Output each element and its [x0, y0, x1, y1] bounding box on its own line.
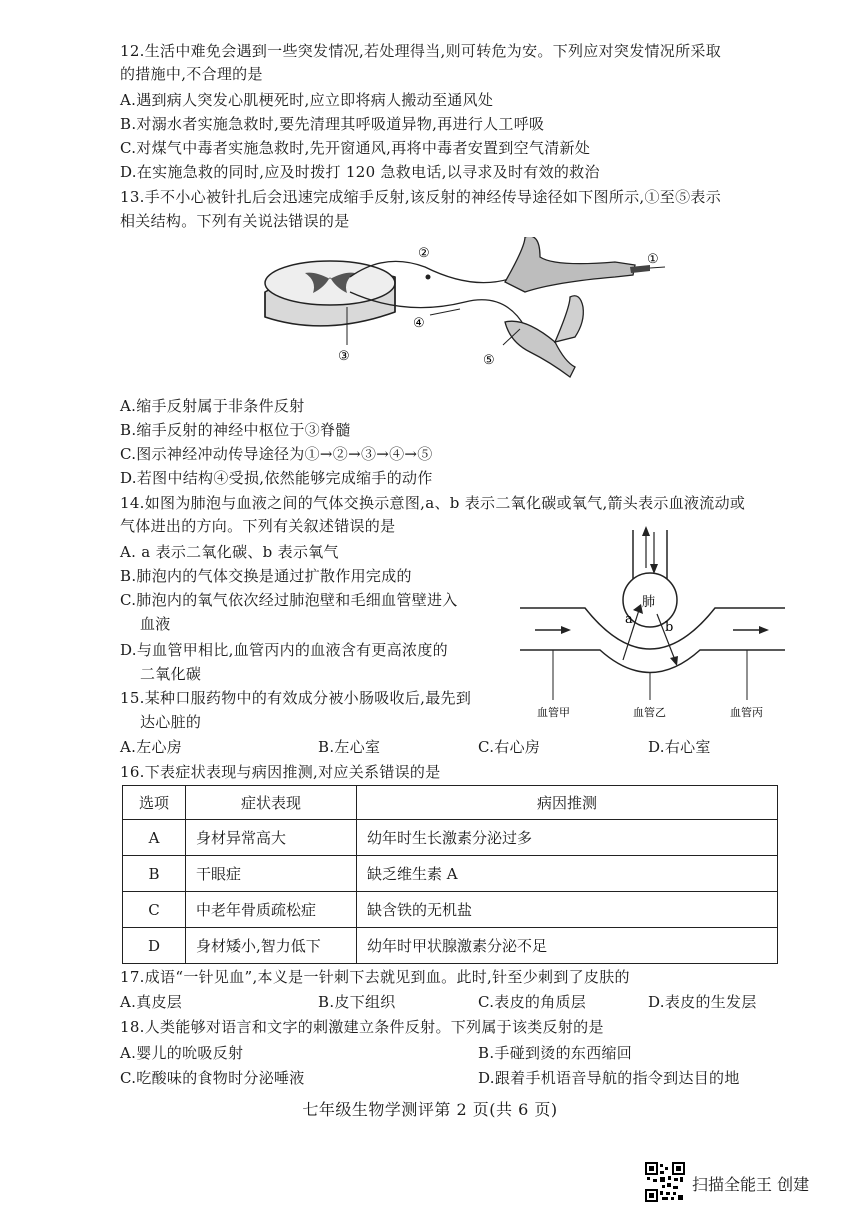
q18-option-a: A.婴儿的吮吸反射	[120, 1044, 244, 1062]
gas-exchange-figure	[515, 520, 790, 720]
table-row	[123, 892, 778, 928]
q14-stem-line2: 气体进出的方向。下列有关叙述错误的是	[120, 517, 396, 535]
q17-option-d: D.表皮的生发层	[648, 993, 757, 1011]
q15-option-b: B.左心室	[318, 738, 381, 756]
q17-option-b: B.皮下组织	[318, 993, 396, 1011]
q12-option-b: B.对溺水者实施急救时,要先清理其呼吸道异物,再进行人工呼吸	[120, 115, 545, 133]
qr-code-icon	[645, 1162, 685, 1202]
q12-stem-line2: 的措施中,不合理的是	[120, 65, 263, 83]
label-4: ④	[413, 316, 425, 331]
cell-option: D	[123, 928, 186, 964]
page-footer: 七年级生物学测评第 2 页(共 6 页)	[302, 1100, 558, 1119]
cell-cause: 缺乏维生素 A	[357, 856, 778, 892]
q17-option-c: C.表皮的角质层	[478, 993, 587, 1011]
gas-a-label: a	[625, 612, 633, 627]
vessel-3-label: 血管丙	[730, 706, 763, 719]
q13-option-a: A.缩手反射属于非条件反射	[120, 397, 305, 415]
cell-option: A	[123, 820, 186, 856]
header-cause: 病因推测	[357, 786, 778, 820]
q15-option-a: A.左心房	[120, 738, 183, 756]
reflex-arc-figure	[255, 237, 685, 387]
q14-option-a: A. a 表示二氧化碳、b 表示氧气	[120, 543, 339, 561]
q15-stem-line1: 15.某种口服药物中的有效成分被小肠吸收后,最先到	[120, 689, 472, 707]
cell-cause: 缺含铁的无机盐	[357, 892, 778, 928]
q14-option-b: B.肺泡内的气体交换是通过扩散作用完成的	[120, 567, 412, 585]
q15-stem-line2: 达心脏的	[140, 713, 202, 731]
label-5: ⑤	[483, 353, 495, 368]
cell-symptom: 身材矮小,智力低下	[186, 928, 357, 964]
table-row	[123, 856, 778, 892]
q17-stem: 17.成语“一针见血”,本义是一针刺下去就见到血。此时,针至少刺到了皮肤的	[120, 968, 630, 986]
q12-option-d: D.在实施急救的同时,应及时拨打 120 急救电话,以寻求及时有效的救治	[120, 163, 600, 181]
q18-stem: 18.人类能够对语言和文字的刺激建立条件反射。下列属于该类反射的是	[120, 1018, 604, 1036]
q15-option-d: D.右心室	[648, 738, 711, 756]
table-row	[123, 928, 778, 964]
alveolus-label: 肺	[642, 595, 656, 610]
q14-option-d: D.与血管甲相比,血管丙内的血液含有更高浓度的	[120, 641, 448, 659]
spinal-cord-slice	[265, 261, 395, 326]
q14-stem-line1: 14.如图为肺泡与血液之间的气体交换示意图,a、b 表示二氧化碳或氧气,箭头表示血液流动或	[120, 494, 746, 512]
table-row	[123, 820, 778, 856]
arm-upper	[505, 237, 635, 292]
q13-option-d: D.若图中结构④受损,依然能够完成缩手的动作	[120, 469, 433, 487]
cell-option: C	[123, 892, 186, 928]
label-3: ③	[338, 349, 350, 364]
cell-symptom: 身材异常高大	[186, 820, 357, 856]
q16-stem: 16.下表症状表现与病因推测,对应关系错误的是	[120, 763, 441, 781]
q12-option-a: A.遇到病人突发心肌梗死时,应立即将病人搬动至通风处	[120, 91, 494, 109]
header-symptom: 症状表现	[186, 786, 357, 820]
q14-option-d-cont: 二氧化碳	[140, 665, 202, 683]
q14-option-c: C.肺泡内的氧气依次经过肺泡壁和毛细血管壁进入	[120, 591, 458, 609]
symptom-table	[122, 785, 778, 964]
vessel-1-label: 血管甲	[537, 706, 570, 719]
vessel-2-label: 血管乙	[633, 706, 666, 719]
q14-option-c-cont: 血液	[140, 615, 171, 633]
cell-symptom: 干眼症	[186, 856, 357, 892]
q18-option-c: C.吃酸味的食物时分泌唾液	[120, 1069, 305, 1087]
q18-option-d: D.跟着手机语音导航的指令到达目的地	[478, 1069, 740, 1087]
cell-option: B	[123, 856, 186, 892]
gas-b-label: b	[665, 620, 674, 635]
q17-option-a: A.真皮层	[120, 993, 183, 1011]
cell-symptom: 中老年骨质疏松症	[186, 892, 357, 928]
scanner-watermark: 扫描全能王 创建	[692, 1175, 810, 1194]
q13-option-b: B.缩手反射的神经中枢位于③脊髓	[120, 421, 351, 439]
label-1: ①	[647, 252, 659, 267]
cell-cause: 幼年时甲状腺激素分泌不足	[357, 928, 778, 964]
label-2: ②	[418, 246, 430, 261]
header-option: 选项	[123, 786, 186, 820]
q12-option-c: C.对煤气中毒者实施急救时,先开窗通风,再将中毒者安置到空气清新处	[120, 139, 591, 157]
table-header-row	[123, 786, 778, 820]
q15-option-c: C.右心房	[478, 738, 541, 756]
cell-cause: 幼年时生长激素分泌过多	[357, 820, 778, 856]
q13-option-c: C.图示神经冲动传导途径为①→②→③→④→⑤	[120, 445, 433, 463]
q13-stem-line2: 相关结构。下列有关说法错误的是	[120, 212, 350, 230]
q18-option-b: B.手碰到烫的东西缩回	[478, 1044, 633, 1062]
q12-stem-line1: 12.生活中难免会遇到一些突发情况,若处理得当,则可转危为安。下列应对突发情况所采取	[120, 42, 721, 60]
capillary-inner	[520, 650, 785, 673]
q13-stem-line1: 13.手不小心被针扎后会迅速完成缩手反射,该反射的神经传导途径如下图所示,①至⑤表示	[120, 188, 721, 206]
